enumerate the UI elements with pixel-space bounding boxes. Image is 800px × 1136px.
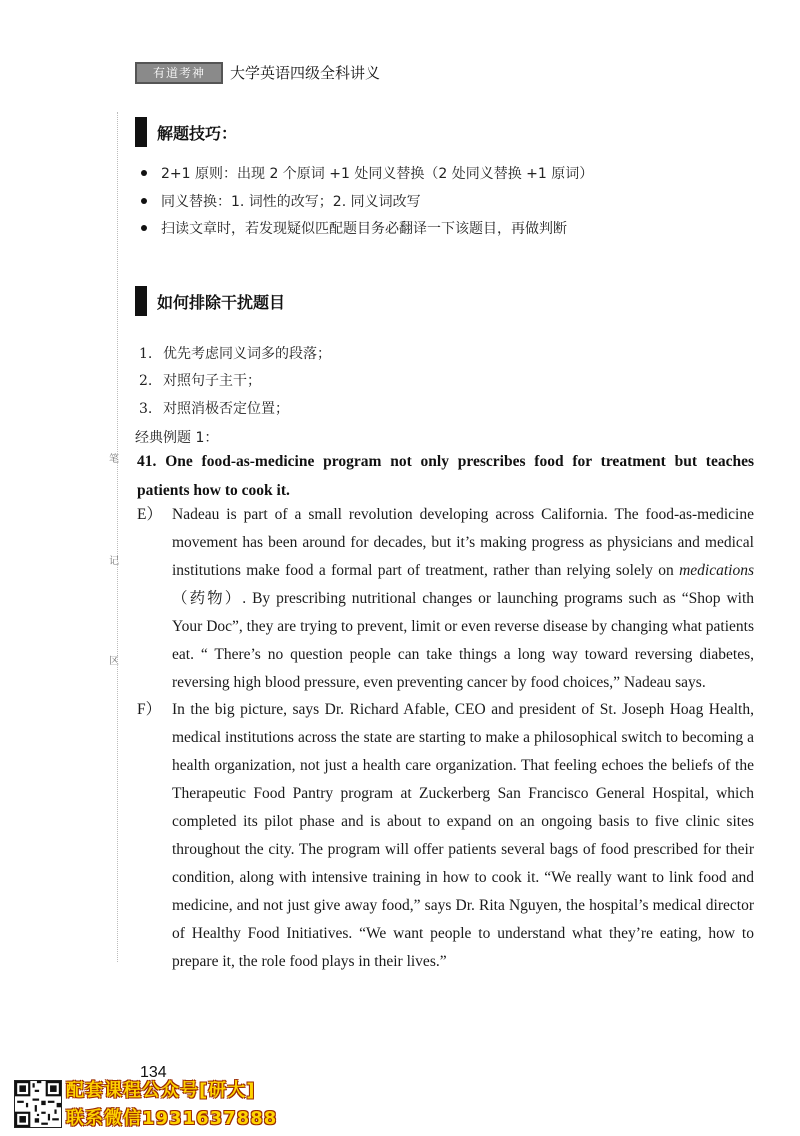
numbered-item [139,343,331,363]
heading-bar [135,286,147,316]
paragraph-label: E） [137,506,162,523]
list-item [141,163,593,183]
heading-bar [135,117,147,147]
paragraph-text-part: In the big picture, says Dr. Richard Afable, CEO and president of St. Joseph Hoag Health, medical institutions across the state are starting to make a philosophical switch to becoming a health organization, not just a health care organization. That feeling echoes the beliefs of the Therapeutic Food Pantry program at Zuckerberg San Francisco General Hospital, which completed its pilot phase and is about to expand on an ongoing basis to five clinic sites throughout the city. The program will offer patients several bags of food prescribed for their condition, along with intensive training in how to cook it. “We really want to link food and medicine, and not just give away food,” says Dr. Rita Nguyen, the hospital’s medical director of Healthy Food Initiatives. “We want people to understand what they’re eating, how to prepare it, the role food plays in their lives.” [172,701,754,970]
section-title: 如何排除干扰题目 [157,292,286,312]
example-label: 经典例题 1： [135,430,219,446]
promo-line: 联系微信1931637888 [66,1108,278,1129]
margin-note-char: 记 [109,556,119,567]
paragraph-text [172,696,754,976]
item-number: 1. [139,346,153,362]
question-number: 41. [137,453,157,470]
section-heading-tips [135,117,237,147]
paragraph-e [137,501,754,697]
paragraph-text-part: （药物）. By prescribing nutritional changes or launching programs such as “Shop with Your Doc”, they are trying to prevent, limit or even reverse disease by changing what patients eat. “ There’s no question people can take things a long way toward reversing diabetes, reversing high blood pressure, even preventing cancer by food choices,” Nadeau says. [172,590,754,691]
paragraph-text [172,501,754,697]
promo-line: 配套课程公众号[研大] [66,1080,256,1101]
section-title: 解题技巧： [157,123,238,143]
item-text: 对照句子主干； [163,373,261,389]
numbered-item [139,398,289,418]
list-item-text: 同义替换：1. 词性的改写；2. 同义词改写 [161,194,421,210]
paragraph-text-part: Nadeau is part of a small revolution developing across California. The food-as-medicine movement has been around for decades, but it’s making progress as physicians and medical institutions make food a formal part of treatment, rather than relying solely on [172,506,754,579]
bullet-icon [141,170,147,176]
item-text: 优先考虑同义词多的段落； [163,346,331,362]
qr-code-icon [14,1080,62,1128]
numbered-item [139,370,261,390]
page-number: 134 [140,1064,167,1081]
brand-badge: 有道考神 [135,62,223,84]
list-item-text: 扫读文章时，若发现疑似匹配题目务必翻译一下该题目，再做判断 [161,221,567,237]
margin-note-char: 区 [109,656,119,667]
item-number: 2. [139,373,153,389]
bullet-icon [141,225,147,231]
paragraph-f [137,696,754,976]
paragraph-label: F） [137,701,162,718]
section-heading-distractors [135,286,285,316]
notes-margin-line [117,112,118,962]
question-41 [137,447,754,505]
item-number: 3. [139,401,153,417]
list-item [141,218,567,238]
question-text: One food-as-medicine program not only prescribes food for treatment but teaches patients how to cook it. [137,453,755,499]
list-item [141,191,421,211]
italic-term: medications [679,562,754,579]
book-title: 大学英语四级全科讲义 [230,64,381,82]
list-item-text: 2+1 原则：出现 2 个原词 +1 处同义替换（2 处同义替换 +1 原词） [161,166,594,182]
bullet-icon [141,198,147,204]
margin-note-char: 笔 [109,454,119,465]
item-text: 对照消极否定位置； [163,401,289,417]
